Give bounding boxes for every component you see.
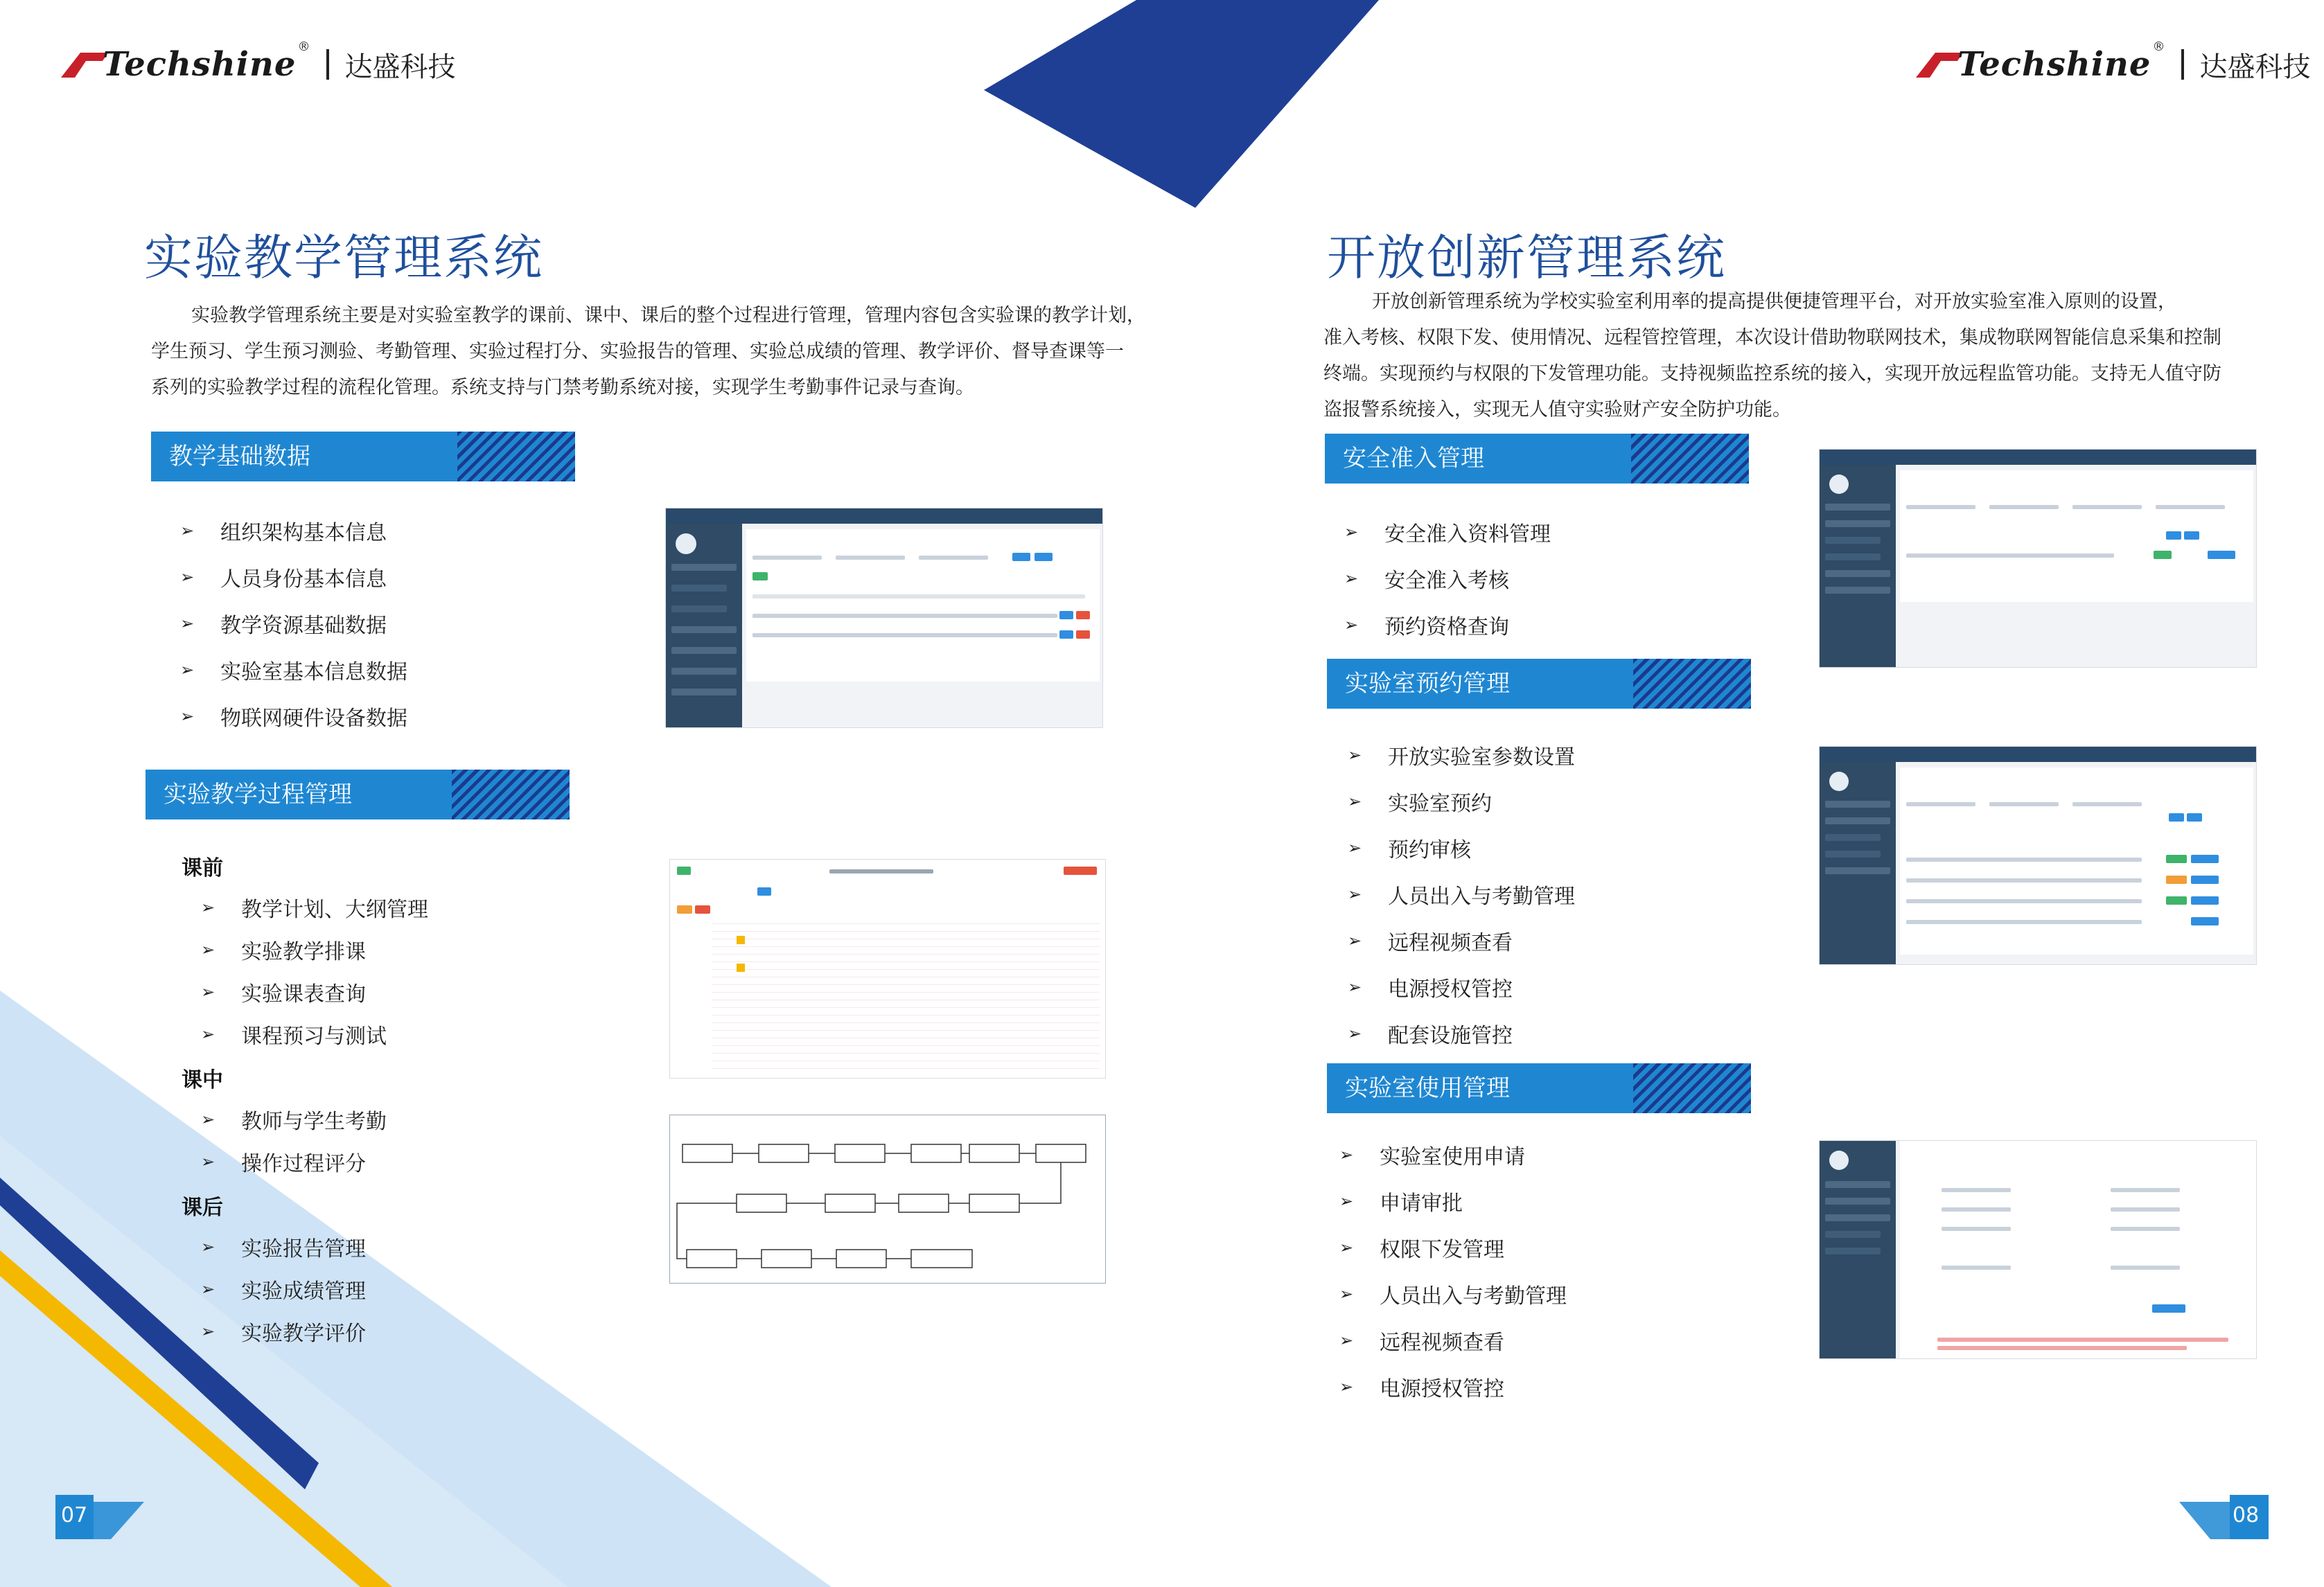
- bullet-arrow-icon: ➢: [201, 1321, 215, 1341]
- list-item: ➢ 课程预习与测试: [201, 1024, 387, 1049]
- list-item: ➢ 实验室基本信息数据: [180, 659, 407, 684]
- bullet-arrow-icon: ➢: [1344, 568, 1359, 588]
- safety-access-list: [1344, 508, 1551, 648]
- right-intro: [1323, 284, 2280, 428]
- after-class-list: [201, 1225, 366, 1352]
- screenshot-schedule: [669, 859, 1106, 1079]
- screenshot-basic-data: [665, 508, 1103, 728]
- registered-mark: ®: [297, 39, 310, 54]
- section-band-lab-booking: [1327, 659, 1751, 709]
- list-item: ➢ 实验教学排课: [201, 939, 366, 964]
- bullet-arrow-icon: ➢: [1339, 1376, 1354, 1397]
- band-hatch-decoration: [1631, 434, 1749, 484]
- section-band-label: 实验室预约管理: [1345, 670, 1510, 698]
- bullet-arrow-icon: ➢: [201, 1279, 215, 1299]
- techshine-logo-icon: [1916, 47, 1963, 82]
- list-item: ➢ 实验室预约: [1348, 791, 1492, 816]
- bullet-arrow-icon: ➢: [201, 1109, 215, 1129]
- list-item: ➢ 安全准入考核: [1344, 568, 1509, 593]
- list-item: ➢ 申请审批: [1339, 1191, 1463, 1216]
- section-band-lab-usage: [1327, 1063, 1751, 1113]
- left-logo: [61, 40, 455, 89]
- bullet-arrow-icon: ➢: [1348, 977, 1362, 997]
- left-intro-line: 系列的实验教学过程的流程化管理。系统支持与门禁考勤系统对接，实现学生考勤事件记录与查询。: [151, 377, 974, 398]
- bullet-arrow-icon: ➢: [1339, 1284, 1354, 1304]
- brand-cn-name: 达盛科技: [2199, 51, 2311, 83]
- bullet-arrow-icon: ➢: [201, 939, 215, 959]
- bullet-arrow-icon: ➢: [1339, 1330, 1354, 1350]
- list-item: ➢ 操作过程评分: [201, 1151, 366, 1176]
- during-class-list: [201, 1098, 387, 1182]
- list-item: ➢ 组织架构基本信息: [180, 520, 387, 545]
- left-page-title: 实验教学管理系统: [144, 229, 543, 286]
- bullet-arrow-icon: ➢: [1348, 791, 1362, 811]
- list-item: ➢ 电源授权管控: [1348, 977, 1513, 1002]
- left-intro-line: 学生预习、学生预习测验、考勤管理、实验过程打分、实验报告的管理、实验总成绩的管理、教学评价、督导查课等一: [151, 341, 1124, 362]
- list-item: ➢ 配套设施管控: [1348, 1023, 1513, 1048]
- list-item: ➢ 人员出入与考勤管理: [1339, 1284, 1567, 1309]
- bullet-arrow-icon: ➢: [1348, 745, 1362, 765]
- list-item: ➢ 开放实验室参数设置: [1348, 745, 1575, 770]
- right-logo: [1916, 40, 2310, 89]
- screenshot-lab-booking: [1819, 746, 2257, 965]
- bullet-arrow-icon: ➢: [180, 706, 195, 726]
- screenshot-lab-usage: [1819, 1140, 2257, 1359]
- bullet-arrow-icon: ➢: [1348, 884, 1362, 904]
- logo-separator: [326, 49, 329, 80]
- bullet-arrow-icon: ➢: [180, 659, 195, 680]
- lab-booking-list: [1348, 732, 1575, 1056]
- right-intro-line: 盗报警系统接入，实现无人值守实验财产安全防护功能。: [1323, 399, 1791, 420]
- bullet-arrow-icon: ➢: [180, 520, 195, 540]
- section-band-label: 实验教学过程管理: [164, 781, 352, 808]
- right-page-title: 开放创新管理系统: [1327, 229, 1726, 286]
- right-page-number: 08: [2233, 1503, 2260, 1527]
- registered-mark: ®: [2152, 39, 2165, 54]
- brand-name: Techshine: [1957, 45, 2151, 84]
- lab-usage-list: [1339, 1131, 1567, 1410]
- bullet-arrow-icon: ➢: [1339, 1144, 1354, 1164]
- list-item: ➢ 预约资格查询: [1344, 614, 1509, 639]
- techshine-logo-icon: [61, 47, 108, 82]
- screenshot-flowchart: [669, 1115, 1106, 1284]
- list-item: ➢ 实验室使用申请: [1339, 1144, 1525, 1169]
- list-item: ➢ 教学计划、大纲管理: [201, 897, 428, 922]
- band-hatch-decoration: [1633, 659, 1751, 709]
- bullet-arrow-icon: ➢: [1339, 1237, 1354, 1257]
- bullet-arrow-icon: ➢: [180, 567, 195, 587]
- list-item: ➢ 实验成绩管理: [201, 1279, 366, 1304]
- bullet-arrow-icon: ➢: [1348, 1023, 1362, 1043]
- list-item: ➢ 实验报告管理: [201, 1236, 366, 1261]
- bullet-arrow-icon: ➢: [180, 613, 195, 633]
- section-band-safety-access: [1325, 434, 1749, 484]
- before-class-list: [201, 886, 428, 1055]
- logo-separator: [2181, 49, 2184, 80]
- right-intro-line: 准入考核、权限下发、使用情况、远程管控管理，本次设计借助物联网技术，集成物联网智能信息采集和控制: [1323, 327, 2221, 348]
- left-intro: [151, 298, 1163, 406]
- group-label-after-class: 课后: [182, 1196, 223, 1220]
- bullet-arrow-icon: ➢: [1339, 1191, 1354, 1211]
- band-hatch-decoration: [452, 770, 570, 819]
- list-item: ➢ 人员出入与考勤管理: [1348, 884, 1575, 909]
- list-item: ➢ 电源授权管控: [1339, 1376, 1504, 1401]
- section-band-label: 实验室使用管理: [1345, 1074, 1510, 1102]
- bullet-arrow-icon: ➢: [201, 1024, 215, 1044]
- brand-cn-name: 达盛科技: [344, 51, 456, 83]
- brand-name: Techshine: [103, 45, 297, 84]
- list-item: ➢ 预约审核: [1348, 837, 1471, 862]
- section-band-teaching-process: [146, 770, 570, 819]
- bullet-arrow-icon: ➢: [201, 897, 215, 917]
- group-label-before-class: 课前: [182, 856, 223, 880]
- list-item: ➢ 教师与学生考勤: [201, 1109, 387, 1134]
- left-page-number: 07: [61, 1503, 88, 1527]
- bullet-arrow-icon: ➢: [1348, 837, 1362, 858]
- flowchart-diagram: [670, 1115, 1106, 1284]
- bullet-arrow-icon: ➢: [201, 1151, 215, 1171]
- list-item: ➢ 远程视频查看: [1348, 930, 1513, 955]
- right-intro-line: 终端。实现预约与权限的下发管理功能。支持视频监控系统的接入，实现开放远程监管功能。支持无人值守防: [1323, 363, 2221, 384]
- bullet-arrow-icon: ➢: [201, 1236, 215, 1257]
- right-intro-line: 开放创新管理系统为学校实验室利用率的提高提供便捷管理平台，对开放实验室准入原则的设置，: [1372, 291, 2176, 312]
- section-band-teaching-basic-data: [151, 432, 575, 481]
- bullet-arrow-icon: ➢: [1344, 614, 1359, 635]
- group-label-during-class: 课中: [182, 1068, 223, 1092]
- bullet-arrow-icon: ➢: [1348, 930, 1362, 950]
- list-item: ➢ 权限下发管理: [1339, 1237, 1504, 1262]
- list-item: ➢ 物联网硬件设备数据: [180, 706, 407, 731]
- teaching-basic-data-list: [180, 507, 407, 739]
- bullet-arrow-icon: ➢: [201, 982, 215, 1002]
- section-band-label: 安全准入管理: [1343, 445, 1484, 472]
- list-item: ➢ 教学资源基础数据: [180, 613, 387, 638]
- band-hatch-decoration: [457, 432, 575, 481]
- list-item: ➢ 实验课表查询: [201, 982, 366, 1007]
- left-intro-line: 实验教学管理系统主要是对实验室教学的课前、课中、课后的整个过程进行管理，管理内容包含实验课的教学计划，: [191, 305, 1145, 326]
- list-item: ➢ 实验教学评价: [201, 1321, 366, 1346]
- list-item: ➢ 安全准入资料管理: [1344, 522, 1551, 547]
- bullet-arrow-icon: ➢: [1344, 522, 1359, 542]
- list-item: ➢ 远程视频查看: [1339, 1330, 1504, 1355]
- list-item: ➢ 人员身份基本信息: [180, 567, 387, 592]
- band-hatch-decoration: [1633, 1063, 1751, 1113]
- section-band-label: 教学基础数据: [169, 443, 310, 470]
- screenshot-safety-access: [1819, 449, 2257, 668]
